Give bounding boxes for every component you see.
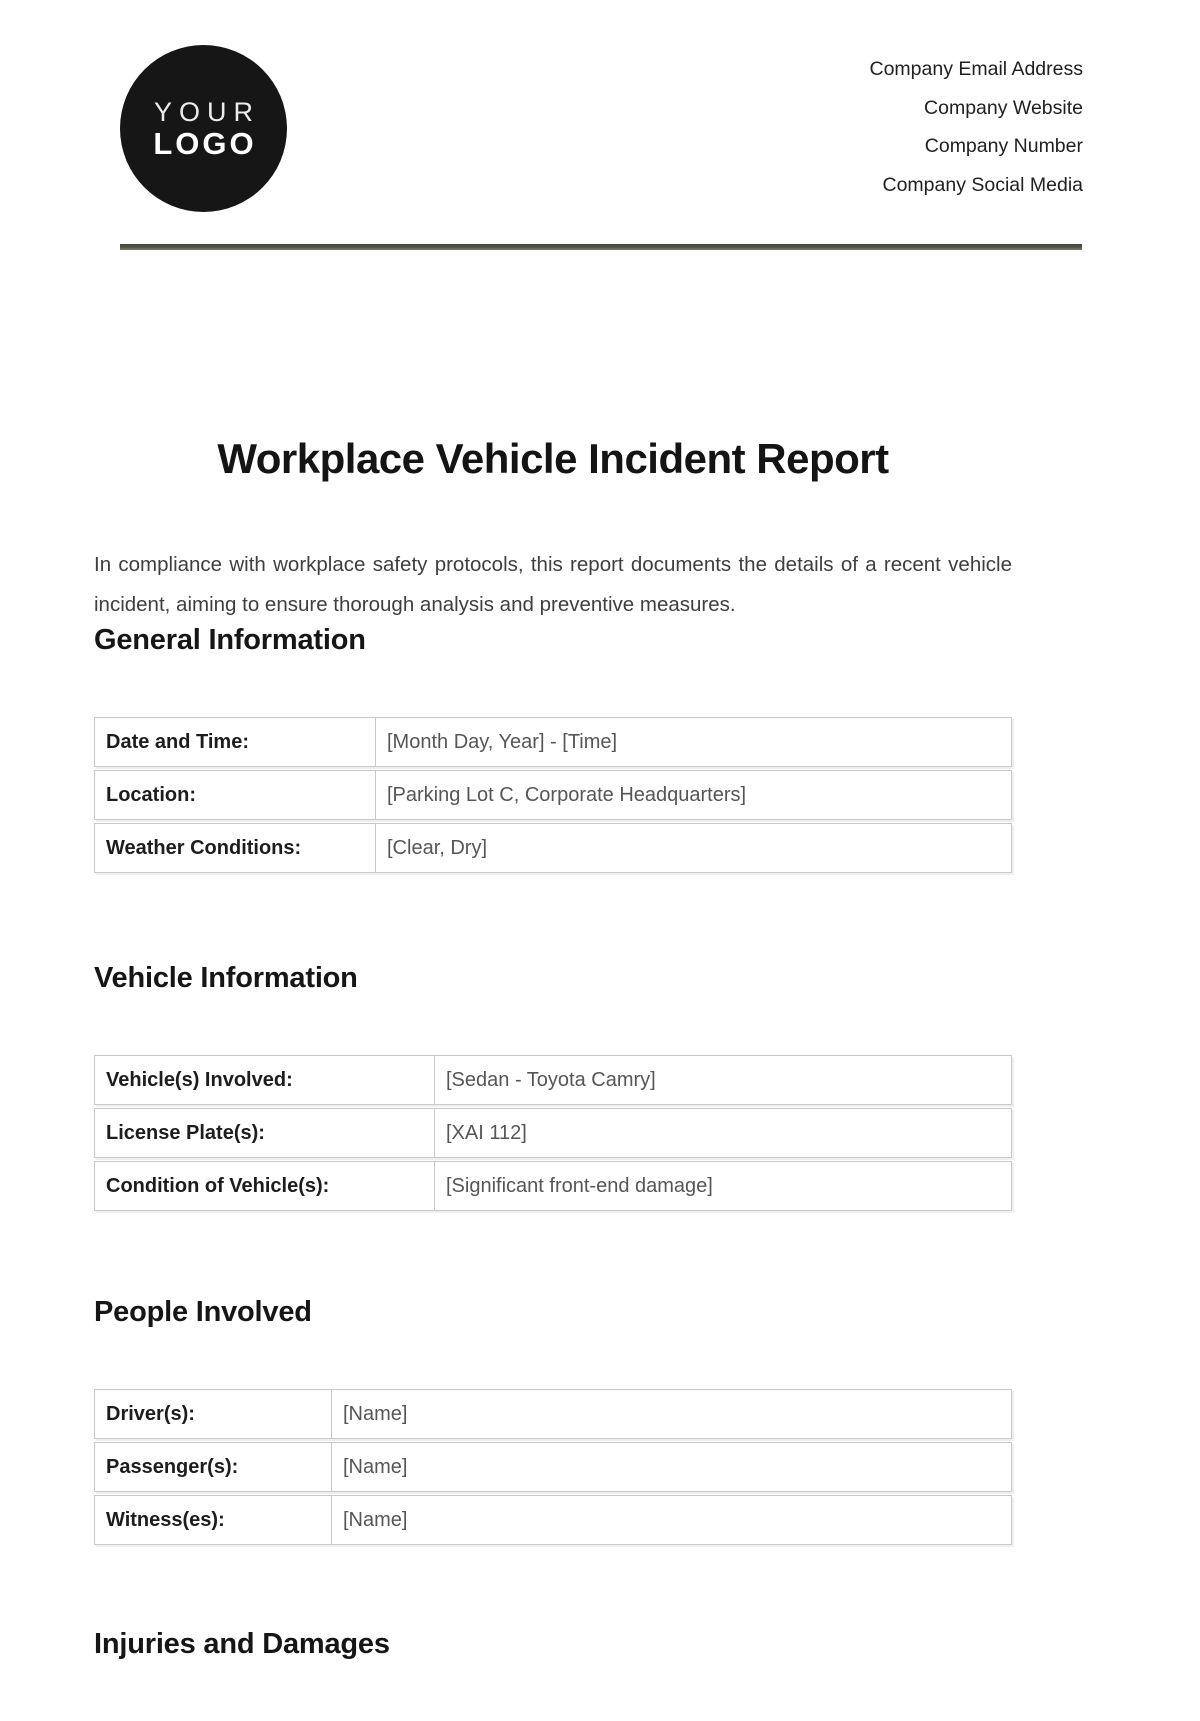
row-label-cell: Witness(es): <box>95 1496 332 1544</box>
sections <box>94 0 1012 1703</box>
section <box>94 622 1012 873</box>
row-label-cell: Location: <box>95 771 376 819</box>
row-value-cell: [Clear, Dry] <box>387 836 488 859</box>
table-row <box>94 1442 1012 1492</box>
logo-text-your: YOUR <box>153 96 260 127</box>
section-heading: General Information <box>94 624 366 656</box>
intro-paragraph: In compliance with workplace safety protocols, this report documents the details of a recent vehicle incident, aiming to ensure thorough analysis and preventive measures. <box>94 552 1012 616</box>
row-value-cell: [XAI 112] <box>446 1121 527 1144</box>
row-value-cell: [Significant front-end damage] <box>446 1174 713 1197</box>
row-value-cell: [Name] <box>343 1402 408 1425</box>
table-row <box>94 1161 1012 1211</box>
table-row <box>94 1495 1012 1545</box>
logo-text-logo: LOGO <box>153 125 257 161</box>
contact-line-website: Company Website <box>924 96 1083 119</box>
page-title: Workplace Vehicle Incident Report <box>217 435 889 483</box>
row-value-cell: [Month Day, Year] - [Time] <box>387 730 618 753</box>
contact-line-email: Company Email Address <box>869 58 1083 80</box>
row-value-cell: [Parking Lot C, Corporate Headquarters] <box>387 783 747 806</box>
info-table <box>94 717 1012 873</box>
table-row <box>94 770 1012 820</box>
row-label-cell: Passenger(s): <box>95 1443 332 1491</box>
section-heading: Injuries and Damages <box>94 1628 390 1660</box>
table-row <box>94 1055 1012 1105</box>
row-value-cell: [Name] <box>343 1455 408 1478</box>
table-row <box>94 1389 1012 1439</box>
info-table <box>94 1389 1012 1545</box>
section <box>94 1626 1012 1721</box>
section-heading: Vehicle Information <box>94 962 358 994</box>
contact-line-number: Company Number <box>924 135 1083 158</box>
table-row <box>94 823 1012 873</box>
table-row <box>94 1108 1012 1158</box>
table-row <box>94 717 1012 767</box>
contact-line-social: Company Social Media <box>882 173 1083 196</box>
row-label-cell: Weather Conditions: <box>95 824 376 872</box>
row-label-cell: Vehicle(s) Involved: <box>95 1056 435 1104</box>
row-label-cell: Driver(s): <box>95 1390 332 1438</box>
row-label-cell: Date and Time: <box>95 718 376 766</box>
row-label-cell: License Plate(s): <box>95 1109 435 1157</box>
row-label-cell: Condition of Vehicle(s): <box>95 1162 435 1210</box>
row-value-cell: [Name] <box>343 1508 408 1531</box>
info-table <box>94 1055 1012 1211</box>
row-value-cell: [Sedan - Toyota Camry] <box>446 1068 656 1091</box>
section <box>94 960 1012 1211</box>
section-heading: People Involved <box>94 1296 312 1328</box>
section <box>94 1294 1012 1545</box>
